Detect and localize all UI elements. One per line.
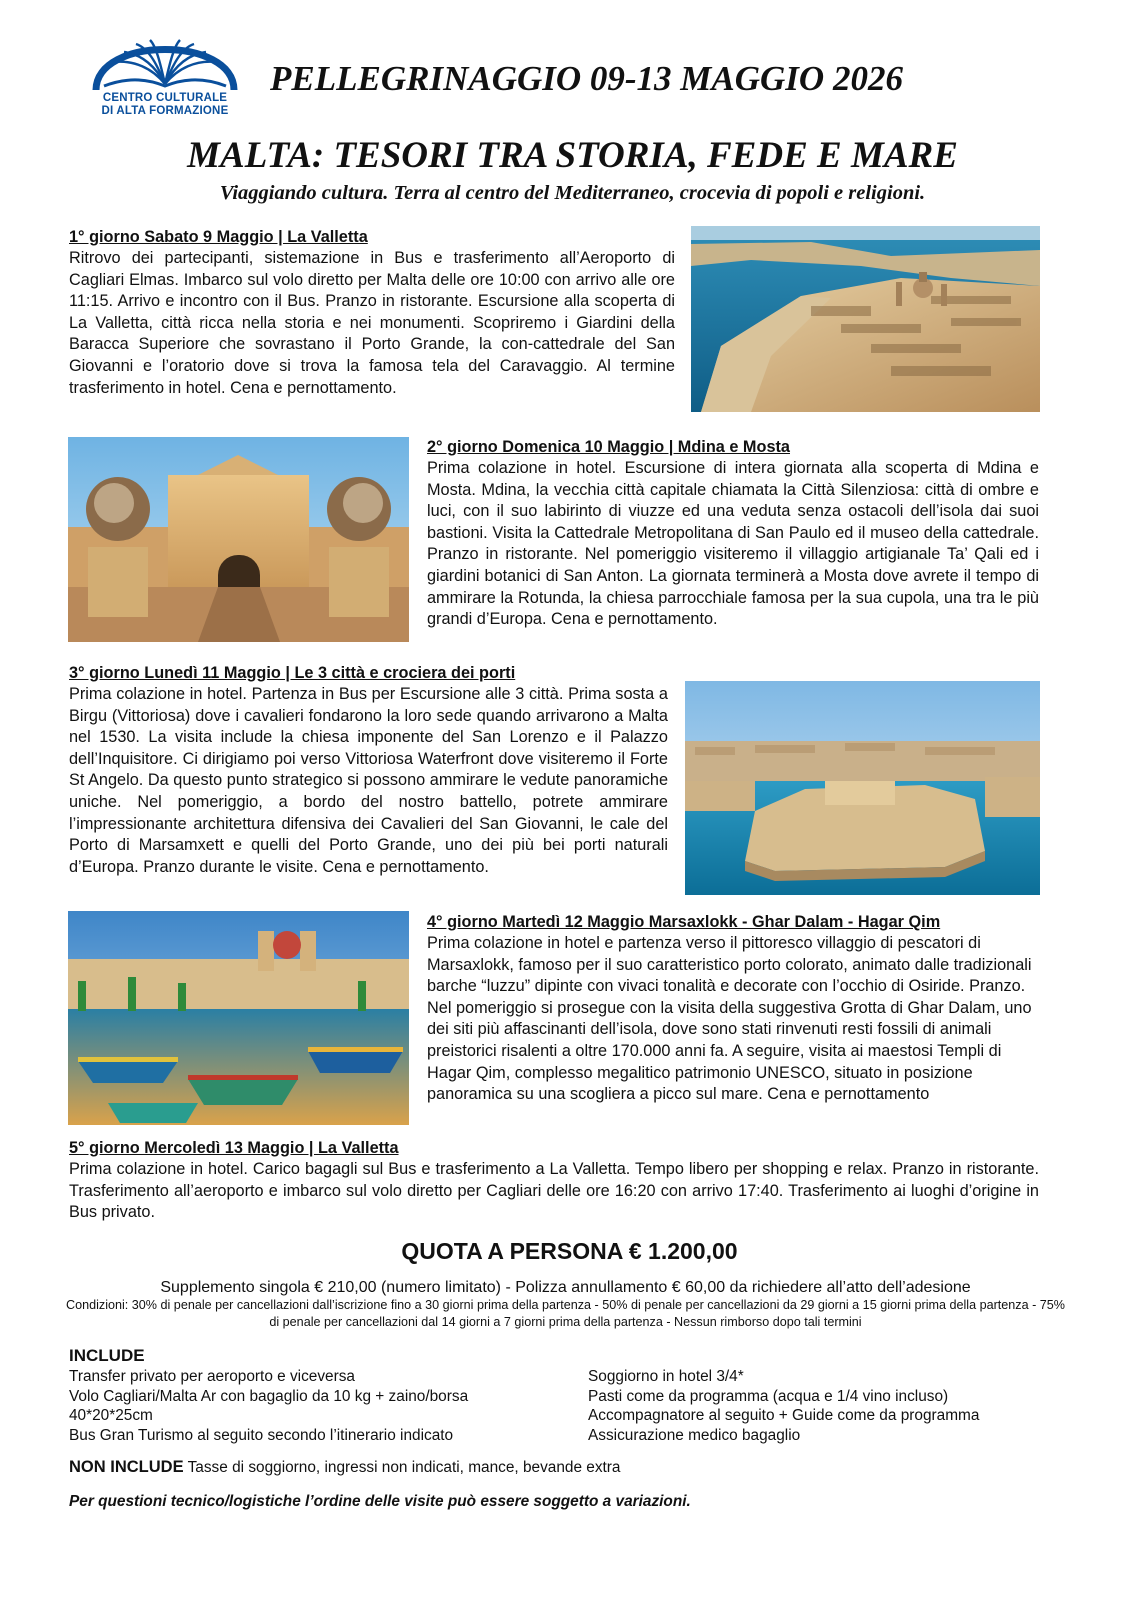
not-included-heading: NON INCLUDE <box>69 1458 184 1476</box>
valletta-aerial-photo <box>691 226 1040 412</box>
include-item: Accompagnatore al seguito + Guide come da programma <box>588 1407 980 1425</box>
include-item: Volo Cagliari/Malta Ar con bagaglio da 10 kg + zaino/borsa <box>69 1387 469 1405</box>
include-item: 40*20*25cm <box>69 1407 153 1425</box>
open-book-logo-icon <box>90 14 240 94</box>
day-4-title: 4° giorno Martedì 12 Maggio Marsaxlokk - Ghar Dalam - Hagar Qim <box>427 913 941 931</box>
not-included-text: Tasse di soggiorno, ingressi non indicati, mance, bevande extra <box>187 1459 621 1476</box>
logo-line-2: DI ALTA FORMAZIONE <box>101 105 229 117</box>
conditions-text: Condizioni: 30% di penale per cancellazioni dall’iscrizione fino a 30 giorni prima della partenza - 50% di penale per cancellazioni da 29 giorni a 15 giorni prima della partenza - 75% di penale per cancellazioni dal 14 giorni a 7 giorni prima della partenza - Nessun rimborso dopo tali termini <box>66 1298 1065 1329</box>
include-heading: INCLUDE <box>69 1346 145 1365</box>
day-1 <box>69 226 675 399</box>
page-subtitle: MALTA: TESORI TRA STORIA, FEDE E MARE <box>187 135 958 176</box>
page-title: PELLEGRINAGGIO 09-13 MAGGIO 2026 <box>270 59 903 98</box>
mdina-gate-photo <box>68 437 409 642</box>
day-5 <box>69 1137 1039 1224</box>
day-2-title: 2° giorno Domenica 10 Maggio | Mdina e Mosta <box>427 438 790 456</box>
day-2-text: Prima colazione in hotel. Escursione di intera giornata alla scoperta di Mdina e Mosta. Mdina, la vecchia città capitale chiamata la Città Silenziosa: città di ombre e luci, con il suo labirinto di viuzze ed una veduta senza ostacoli dell’isola dai suoi bastioni. Visita la Cattedrale Metropolitana di San Paulo ed il museo della cattedrale. Pranzo in ristorante. Nel pomeriggio visiteremo il villaggio artigianale Ta’ Qali ed i giardini botanici di San Anton. La giornata terminerà a Mosta dove avrete il tempo di ammirare la Rotunda, la chiesa parrocchiale famosa per la sua cupola, una tra le più grandi d’Europa. Cena e pernottamento. <box>427 459 1039 629</box>
day-1-text: Ritrovo dei partecipanti, sistemazione in Bus e trasferimento all’Aeroporto di Cagliari Elmas. Imbarco sul volo diretto per Malta delle ore 10:00 con arrivo alle ore 11:15. Arrivo e incontro con il Bus. Pranzo in ristorante. Escursione alla scoperta di La Valletta, città ricca nella storia e nei monumenti. Scopriremo i Giardini della Baracca Superiore che sovrastano il Porto Grande, la con-cattedrale del San Giovanni e l’oratorio dove si trova la famosa tela del Caravaggio. Al termine trasferimento in hotel. Cena e pernottamento. <box>69 249 675 397</box>
day-1-title: 1° giorno Sabato 9 Maggio | La Valletta <box>69 228 368 246</box>
include-item: Pasti come da programma (acqua e 1/4 vino incluso) <box>588 1387 949 1405</box>
not-included <box>69 1457 621 1478</box>
fort-st-angelo-photo <box>685 681 1040 895</box>
include-right-list <box>588 1367 979 1445</box>
day-3-title: 3° giorno Lunedì 11 Maggio | Le 3 città e crociera dei porti <box>69 664 516 682</box>
logo-line-1: CENTRO CULTURALE <box>102 92 228 104</box>
footer-note: Per questioni tecnico/logistiche l’ordine delle visite può essere soggetto a variazioni. <box>69 1493 691 1510</box>
day-2 <box>427 436 1039 631</box>
include-item: Assicurazione medico bagaglio <box>588 1426 801 1444</box>
day-5-title: 5° giorno Mercoledì 13 Maggio | La Valletta <box>69 1139 399 1157</box>
day-5-text: Prima colazione in hotel. Carico bagagli sul Bus e trasferimento a La Valletta. Tempo libero per shopping e relax. Pranzo in ristorante. Trasferimento all’aeroporto e imbarco sul volo diretto per Cagliari delle ore 16:20 con arrivo 17:40. Trasferimento ai luoghi d’origine in Bus privato. <box>69 1160 1039 1222</box>
day-4 <box>427 911 1039 1106</box>
logo <box>90 14 240 124</box>
supplement-text: Supplemento singola € 210,00 (numero limitato) - Polizza annullamento € 60,00 da richiedere all’atto dell’adesione <box>160 1279 971 1296</box>
day-4-text: Prima colazione in hotel e partenza verso il pittoresco villaggio di pescatori di Marsaxlokk, famoso per il suo caratteristico porto colorato, animato dalle tradizionali barche “luzzu” dipinte con vivaci tonalità e decorate con l’occhio di Osiride. Pranzo. Nel pomeriggio si prosegue con la visita della suggestiva Grotta di Ghar Dalam, uno dei siti più affascinanti dell’isola, dove sono stati rinvenuti resti fossili di animali preistorici risalenti a oltre 170.000 anni fa. A seguire, visita ai maestosi Templi di Hagar Qim, complesso megalitico patrimonio UNESCO, situato in posizione panoramica su una scogliera a picco sul mare. Cena e pernottamento <box>427 934 1032 1104</box>
day-3-text: Prima colazione in hotel. Partenza in Bus per Escursione alle 3 città. Prima sosta a Birgu (Vittoriosa) dove i cavalieri fondarono la loro sede quando arrivarono a Malta nel 1530. La visita include la chiesa imponente del San Lorenzo e il Palazzo dell’Inquisitore. Ci dirigiamo poi verso Vittoriosa Waterfront dove visiteremo il Forte St Angelo. Da questo punto strategico si possono ammirare le vedute panoramiche uniche. Nel pomeriggio, a bordo del nostro battello, potrete ammirare l’impressionante architettura difensiva dei Cavalieri del San Giovanni, le cale del Porto di Marsamxett e quelli del Porto Grande, uno dei più bei porti naturali d’Europa. Pranzo durante le visite. Cena e pernottamento. <box>69 685 668 876</box>
include-item: Soggiorno in hotel 3/4* <box>588 1368 744 1385</box>
include-left-list <box>69 1367 468 1445</box>
day-3 <box>69 662 668 878</box>
tagline: Viaggiando cultura. Terra al centro del Mediterraneo, crocevia di popoli e religioni. <box>219 182 926 204</box>
marsaxlokk-harbour-photo <box>68 911 409 1125</box>
include-item: Transfer privato per aeroporto e viceversa <box>69 1368 355 1385</box>
include-item: Bus Gran Turismo al seguito secondo l’itinerario indicato <box>69 1426 454 1444</box>
price-per-person: QUOTA A PERSONA € 1.200,00 <box>401 1238 738 1264</box>
